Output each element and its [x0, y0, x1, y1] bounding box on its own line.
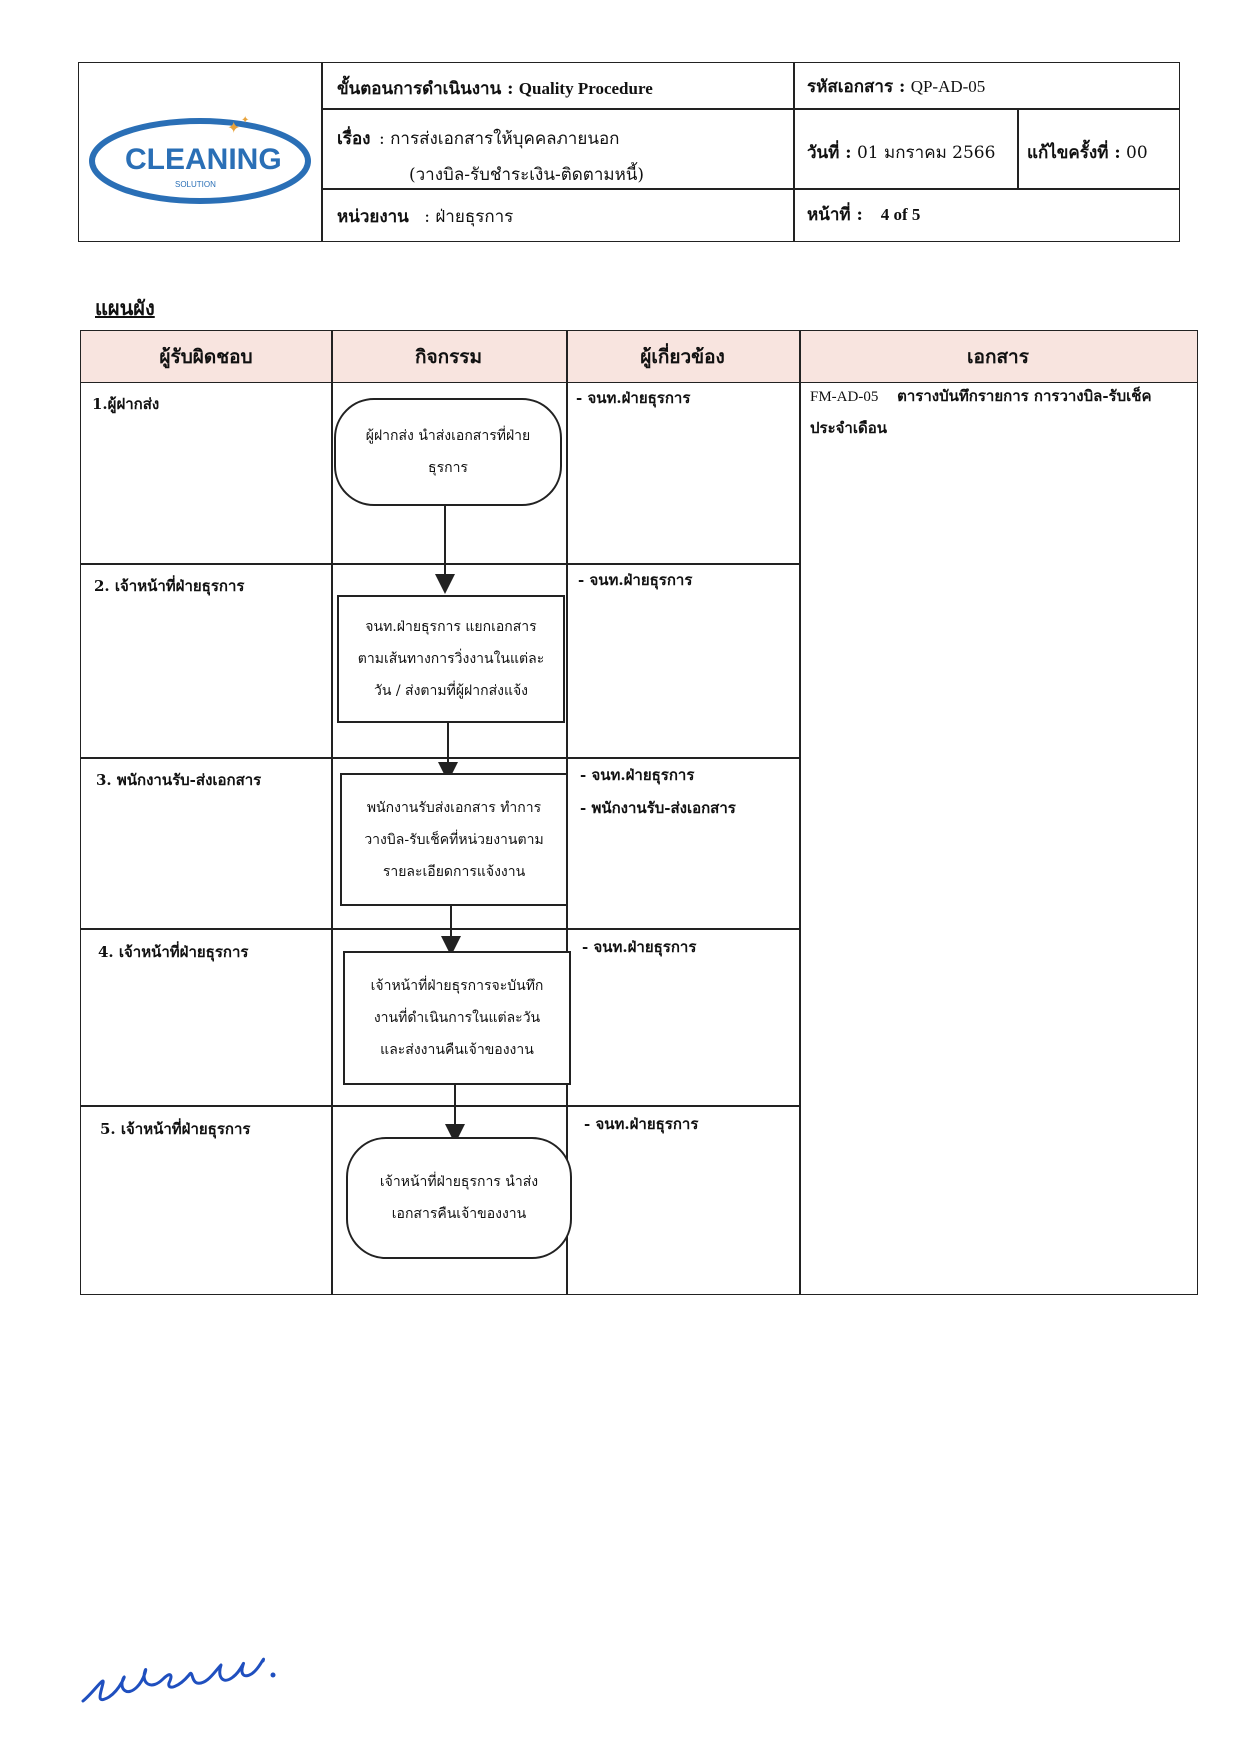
page-value: 4 of 5 — [880, 205, 921, 224]
unit-label: หน่วยงาน — [337, 207, 409, 227]
activity-2-line3: วัน / ส่งตามที่ผู้ฝากส่งแจ้ง — [373, 683, 529, 699]
activity-3-line2: วางบิล-รับเช็คที่หน่วยงานตาม — [364, 831, 544, 848]
related-4: - จนท.ฝ่ายธุรการ — [582, 938, 697, 956]
responsible-2: 2. เจ้าหน้าที่ฝ่ายธุรการ — [94, 577, 245, 595]
procedure-value: Quality Procedure — [518, 79, 653, 98]
flow-end-terminal — [346, 1137, 572, 1259]
column-header-related: ผู้เกี่ยวข้อง — [566, 331, 799, 383]
activity-2-line2: ตามเส้นทางการวิ่งงานในแต่ละ — [357, 651, 545, 667]
document-code: FM-AD-05 — [810, 389, 879, 405]
activity-2-line1: จนท.ฝ่ายธุรการ แยกเอกสาร — [365, 619, 537, 635]
activity-1-line2: ธุรการ — [428, 460, 468, 476]
subject-line1: : การส่งเอกสารให้บุคคลภายนอก — [379, 129, 620, 149]
revision-label: แก้ไขครั้งที่ : — [1027, 143, 1121, 163]
doc-code-label: รหัสเอกสาร : — [807, 77, 906, 97]
subject-label: เรื่อง — [337, 129, 371, 149]
unit-value: : ฝ่ายธุรการ — [424, 207, 514, 227]
responsible-4: 4. เจ้าหน้าที่ฝ่ายธุรการ — [98, 943, 249, 961]
related-3b: - พนักงานรับ-ส่งเอกสาร — [580, 799, 736, 817]
sparkle-icon: ✦ — [227, 118, 241, 137]
signature — [75, 1635, 295, 1715]
section-title: แผนผัง — [95, 296, 155, 320]
page-label: หน้าที่ : — [807, 205, 863, 225]
related-1: - จนท.ฝ่ายธุรการ — [576, 389, 691, 407]
related-5: - จนท.ฝ่ายธุรการ — [584, 1115, 699, 1133]
subject-line2: (วางบิล-รับชำระเงิน-ติดตามหนี้) — [409, 165, 645, 185]
responsible-3: 3. พนักงานรับ-ส่งเอกสาร — [96, 771, 262, 789]
document-desc-line2: ประจำเดือน — [810, 419, 887, 437]
related-2: - จนท.ฝ่ายธุรการ — [578, 571, 693, 589]
activity-4-line3: และส่งงานคืนเจ้าของงาน — [380, 1042, 534, 1058]
column-header-responsible: ผู้รับผิดชอบ — [81, 331, 331, 383]
flow-process-2 — [337, 595, 565, 723]
flow-start-terminal — [334, 398, 562, 506]
responsible-1: 1.ผู้ฝากส่ง — [92, 395, 160, 413]
activity-5-line1: เจ้าหน้าที่ฝ่ายธุรการ นำส่ง — [379, 1174, 539, 1190]
date-value: 01 มกราคม 2566 — [856, 143, 996, 163]
activity-4-line2: งานที่ดำเนินการในแต่ละวัน — [373, 1010, 541, 1026]
activity-5-line2: เอกสารคืนเจ้าของงาน — [391, 1206, 527, 1222]
activity-3-line1: พนักงานรับส่งเอกสาร ทำการ — [366, 799, 542, 816]
related-3a: - จนท.ฝ่ายธุรการ — [580, 766, 695, 784]
activity-1-line1: ผู้ฝากส่ง นำส่งเอกสารที่ฝ่าย — [365, 428, 531, 444]
column-header-documents: เอกสาร — [799, 331, 1197, 383]
activity-4-line1: เจ้าหน้าที่ฝ่ายธุรการจะบันทึก — [370, 978, 544, 994]
activity-3-line3: รายละเอียดการแจ้งงาน — [382, 863, 526, 880]
responsible-5: 5. เจ้าหน้าที่ฝ่ายธุรการ — [100, 1120, 251, 1138]
logo-text: CLEANING — [125, 143, 282, 176]
logo-subtext: SOLUTION — [175, 180, 216, 189]
flow-process-4 — [343, 951, 571, 1085]
date-label: วันที่ : — [807, 143, 852, 163]
doc-code-value: QP-AD-05 — [910, 77, 986, 96]
flow-process-3 — [340, 773, 568, 906]
procedure-label: ขั้นตอนการดำเนินงาน : — [337, 79, 514, 99]
sparkle-icon: ✦ — [241, 115, 250, 126]
document-desc-line1: ตารางบันทึกรายการ การวางบิล-รับเช็ค — [897, 387, 1152, 405]
revision-value: 00 — [1126, 143, 1148, 163]
column-header-activity: กิจกรรม — [331, 331, 566, 383]
